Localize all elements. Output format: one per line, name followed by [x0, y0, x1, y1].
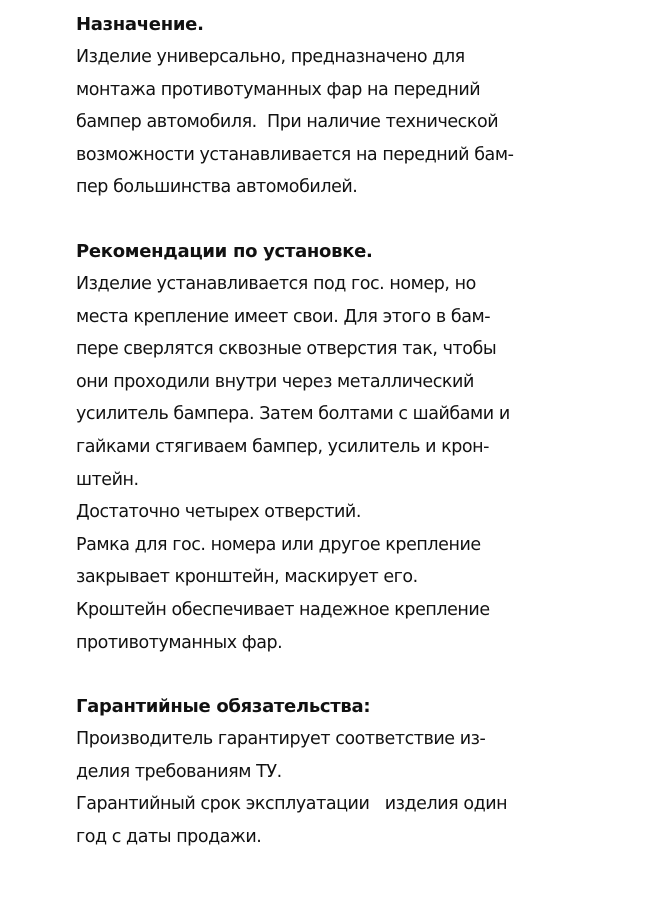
section-warranty	[76, 691, 646, 853]
text-line: штейн.	[76, 469, 139, 490]
text-line: монтажа противотуманных фар на передний	[76, 79, 481, 100]
text-line: пер большинства автомобилей.	[76, 177, 358, 198]
text-line: усилитель бампера. Затем болтами с шайбами и	[76, 404, 510, 425]
text-line: делия требованиям ТУ.	[76, 761, 282, 782]
text-line: Производитель гарантирует соответствие из-	[76, 729, 486, 750]
text-line: они проходили внутри через металлический	[76, 371, 474, 392]
text-line: Изделие устанавливается под гос. номер, но	[76, 273, 476, 294]
text-line: Кроштейн обеспечивает надежное крепление	[76, 599, 490, 620]
text-line: год с даты продажи.	[76, 826, 262, 847]
text-line: противотуманных фар.	[76, 632, 283, 653]
text-line: бампер автомобиля. При наличие технической	[76, 112, 499, 133]
section-spacer	[76, 204, 646, 236]
section-heading: Гарантийные обязательства:	[76, 696, 371, 718]
text-line: гайками стягиваем бампер, усилитель и крон-	[76, 436, 490, 457]
text-line: Изделие универсально, предназначено для	[76, 47, 465, 67]
section-purpose	[76, 9, 646, 204]
section-spacer	[76, 659, 646, 691]
text-line: Рамка для гос. номера или другое крепление	[76, 534, 481, 555]
text-line: возможности устанавливается на передний бам-	[76, 144, 514, 165]
text-line: Достаточно четырех отверстий.	[76, 502, 361, 523]
section-installation	[76, 236, 646, 659]
section-heading: Рекомендации по установке.	[76, 240, 373, 262]
text-line: пере сверлятся сквозные отверстия так, чтобы	[76, 339, 497, 360]
text-line: Гарантийный срок эксплуатации изделия один	[76, 794, 508, 815]
section-heading: Назначение.	[76, 14, 204, 35]
text-line: места крепление имеет свои. Для этого в бам-	[76, 306, 491, 327]
document-page	[76, 9, 646, 853]
text-line: закрывает кронштейн, маскирует его.	[76, 567, 418, 588]
